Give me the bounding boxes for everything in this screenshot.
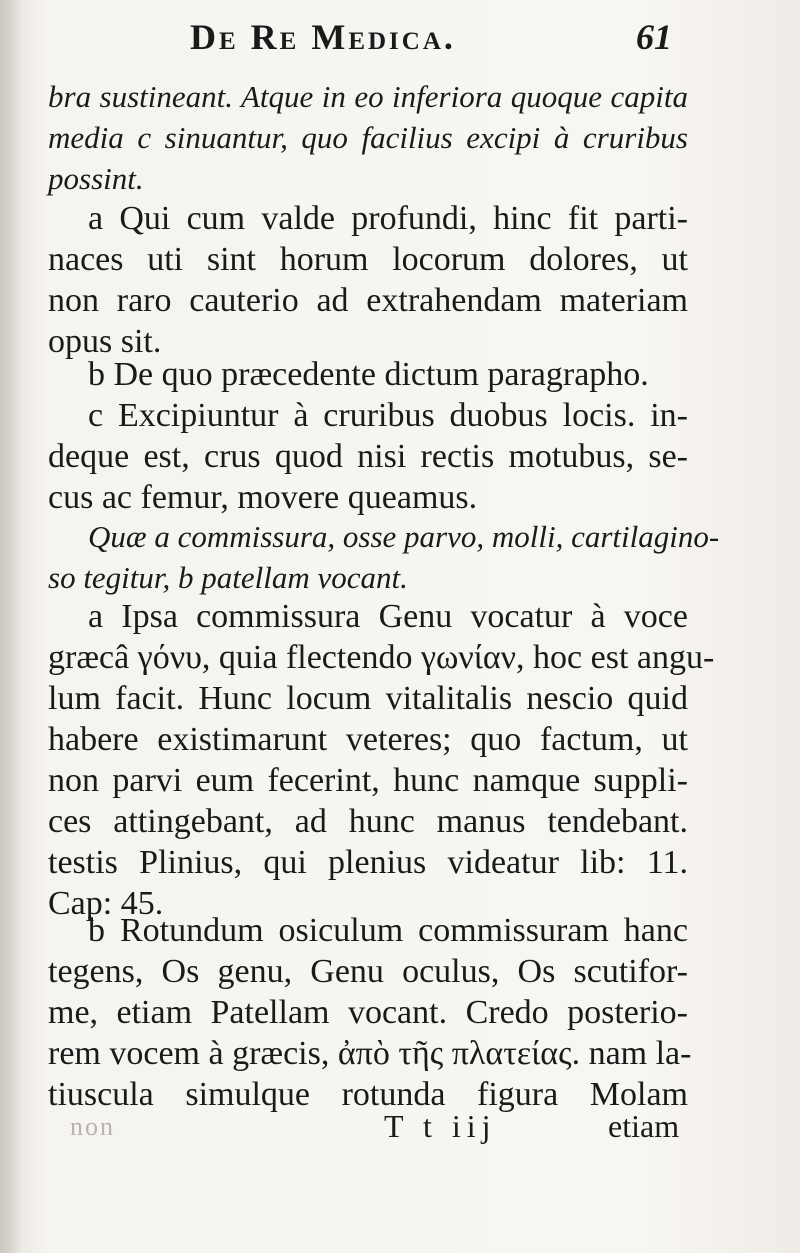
catchword: etiam xyxy=(608,1108,680,1144)
text-line: non parvi eum fecerint, hunc namque suppli- xyxy=(48,762,688,799)
text-line: tiuscula simulque rotunda figura Molam xyxy=(48,1076,688,1113)
text-line: bra sustineant. Atque in eo inferiora quoque capita xyxy=(48,79,688,114)
text-line: cus ac femur, movere queamus. xyxy=(48,479,478,516)
text-line: rem vocem à græcis, ἀπὸ τῆς πλατείας. nam la- xyxy=(48,1035,692,1072)
signature-mark: T t iij xyxy=(384,1108,497,1144)
text-line: a Ipsa commissura Genu vocatur à voce xyxy=(88,598,688,635)
text-line: Quæ a commissura, osse parvo, molli, cartilagino- xyxy=(88,519,720,554)
text-line: non raro cauterio ad extrahendam materiam xyxy=(48,282,688,319)
text-line: media c sinuantur, quo facilius excipi à cruribus xyxy=(48,120,688,155)
text-line: c Excipiuntur à cruribus duobus locis. in- xyxy=(88,397,688,434)
text-line: so tegitur, b patellam vocant. xyxy=(48,560,408,595)
text-block-continuation xyxy=(48,76,688,199)
page-footer xyxy=(0,1108,800,1148)
text-line: naces uti sint horum locorum dolores, ut xyxy=(48,241,688,278)
text-line: lum facit. Hunc locum vitalitalis nescio quid xyxy=(48,680,688,717)
text-line: testis Plinius, qui plenius videatur lib: 11. xyxy=(48,844,688,881)
text-line: tegens, Os genu, Genu oculus, Os scutifor- xyxy=(48,953,688,990)
text-line: Cap: 45. xyxy=(48,885,164,922)
text-line: opus sit. xyxy=(48,323,162,360)
text-line: græcâ γόνυ, quia flectendo γωνίαν, hoc est angu- xyxy=(48,639,715,676)
text-line: a Qui cum valde profundi, hinc fit parti- xyxy=(88,200,688,237)
note-b xyxy=(48,354,688,395)
page-header xyxy=(0,10,800,60)
note-a xyxy=(48,198,688,362)
text-line: deque est, crus quod nisi rectis motubus, se- xyxy=(48,438,688,475)
bleed-through-text: non xyxy=(70,1112,115,1141)
page-number: 61 xyxy=(636,17,672,57)
text-block-main xyxy=(48,516,720,598)
running-title: De Re Medica. xyxy=(190,17,456,57)
note-c xyxy=(48,395,688,518)
text-line: ces attingebant, ad hunc manus tendebant. xyxy=(48,803,688,840)
text-line: b De quo præcedente dictum paragrapho. xyxy=(88,356,649,393)
text-line: b Rotundum osiculum commissuram hanc xyxy=(88,912,688,949)
note-a-genu xyxy=(48,596,715,924)
text-line: habere existimarunt veteres; quo factum, ut xyxy=(48,721,688,758)
text-line: me, etiam Patellam vocant. Credo posterio- xyxy=(48,994,688,1031)
text-line: possint. xyxy=(48,161,144,196)
note-b-patella xyxy=(48,910,692,1115)
gutter-shadow xyxy=(0,0,22,1253)
